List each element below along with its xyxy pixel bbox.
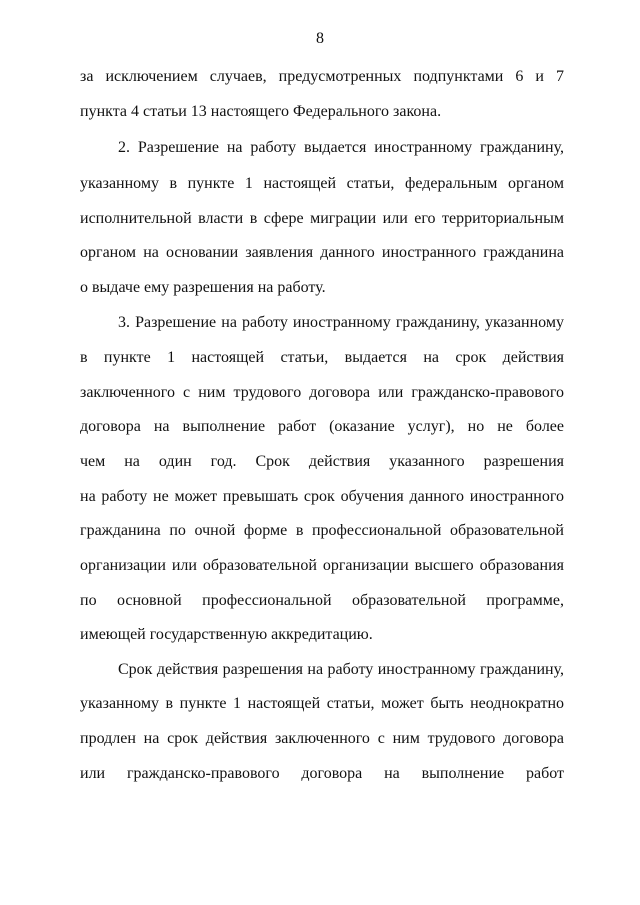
text-line: заключенного с ним трудового договора или гражданско-правового — [80, 384, 564, 401]
text-line: указанному в пункте 1 настоящей статьи, может быть неоднократно — [80, 695, 564, 712]
text-line: за исключением случаев, предусмотренных подпунктами 6 и 7 — [80, 68, 564, 85]
text-line: 2. Разрешение на работу выдается иностранному гражданину, — [118, 139, 564, 156]
text-line: или гражданско-правового договора на выполнение работ — [80, 765, 564, 782]
text-line: имеющей государственную аккредитацию. — [80, 626, 373, 643]
text-line: о выдаче ему разрешения на работу. — [80, 279, 326, 296]
text-line: продлен на срок действия заключенного с ним трудового договора — [80, 730, 564, 747]
text-line: органом на основании заявления данного иностранного гражданина — [80, 244, 564, 261]
text-line: организации или образовательной организации высшего образования — [80, 557, 564, 574]
text-line: договора на выполнение работ (оказание услуг), но не более — [80, 418, 564, 435]
text-line: 3. Разрешение на работу иностранному гражданину, указанному — [118, 314, 564, 331]
text-line: пункта 4 статьи 13 настоящего Федерального закона. — [80, 103, 442, 120]
text-line: исполнительной власти в сфере миграции или его территориальным — [80, 210, 564, 227]
text-line: указанному в пункте 1 настоящей статьи, федеральным органом — [80, 175, 564, 192]
text-line: в пункте 1 настоящей статьи, выдается на срок действия — [80, 349, 564, 366]
page-number: 8 — [316, 30, 324, 47]
text-line: гражданина по очной форме в профессиональной образовательной — [80, 522, 564, 539]
text-line: чем на один год. Срок действия указанного разрешения — [80, 453, 564, 470]
text-line: Срок действия разрешения на работу иностранному гражданину, — [118, 661, 564, 678]
text-line: на работу не может превышать срок обучения данного иностранного — [80, 488, 564, 505]
text-line: по основной профессиональной образовательной программе, — [80, 592, 564, 609]
